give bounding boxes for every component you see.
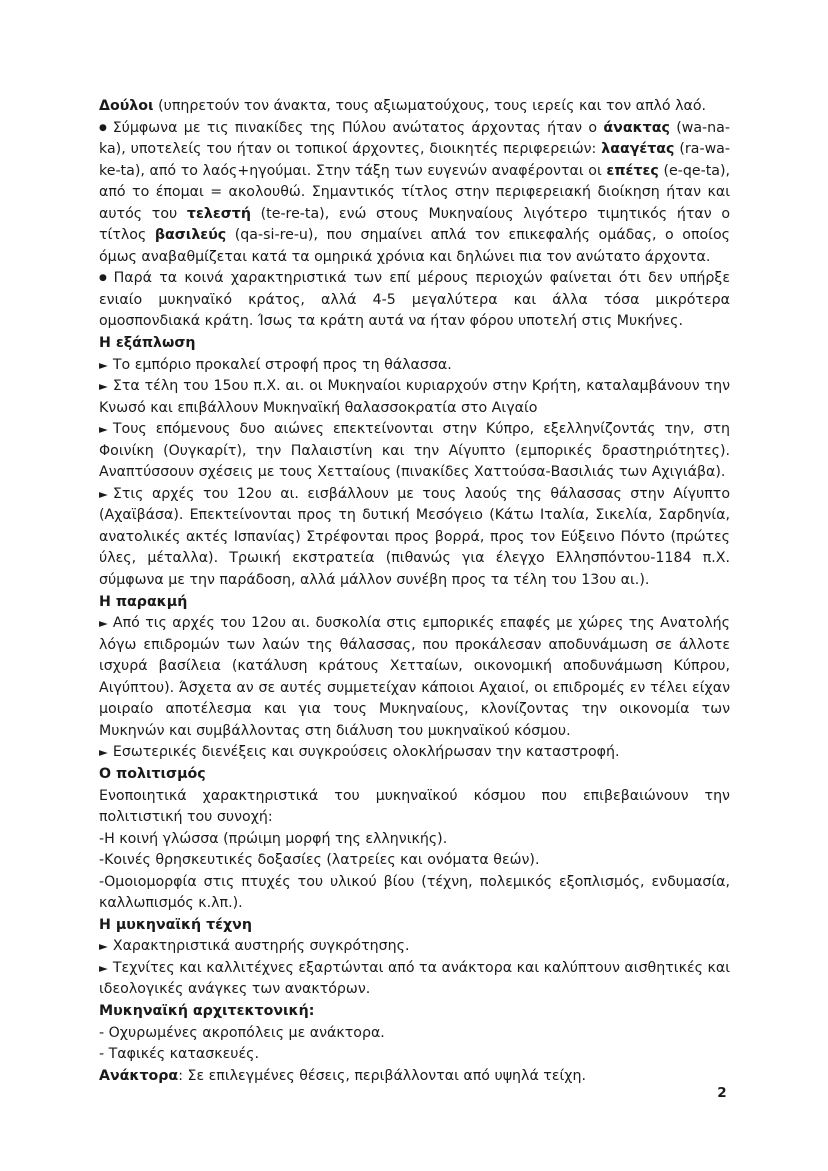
text-run: Τεχνίτες και καλλιτέχνες εξαρτώνται από τα ανάκτορα και καλύπτουν αισθητικές και ιδεολογικές ανάγκες των ανακτόρων.: [99, 959, 730, 998]
paragraph: [99, 936, 730, 958]
text-run: :: [308, 1002, 315, 1019]
text-run: - Οχυρωμένες ακροπόλεις με ανάκτορα.: [99, 1024, 385, 1041]
text-run: (ra-wa-ke-ta), από το λαός+ηγούμαι. Στην τάξη των ευγενών αναφέρονται οι: [99, 141, 730, 179]
text-run: -Ομοιομορφία στις πτυχές του υλικού βίου (τέχνη, πολεμικός εξοπλισμός, ενδυμασία, καλλωπισμός κ.λπ.).: [99, 873, 730, 912]
text-run: - Ταφικές κατασκευές.: [99, 1046, 260, 1063]
dot-bullet-icon: [99, 120, 113, 136]
triangle-bullet-icon: [99, 615, 113, 631]
text-run: Παρά τα κοινά χαρακτηριστικά των επί μέρους περιοχών φαίνεται ότι δεν υπήρξε ενιαίο μυκηναϊκό κράτος, αλλά 4-5 μεγαλύτερα και άλλα τόσα μικρότερα ομοσπονδιακά κράτη. Ίσως τα κράτη αυτά να ήταν φόρου υποτελή στις Μυκήνες.: [99, 270, 730, 330]
triangle-bullet-icon: [99, 378, 113, 394]
section-heading: [99, 592, 730, 614]
paragraph: [99, 96, 730, 118]
paragraph: [99, 786, 730, 829]
section-heading: [99, 764, 730, 786]
paragraph: [99, 1044, 730, 1066]
triangle-bullet-icon: [99, 744, 113, 760]
text-run: Σύμφωνα με τις πινακίδες της Πύλου ανώτατος άρχοντας ήταν ο: [112, 119, 604, 136]
triangle-bullet-icon: [99, 960, 113, 976]
text-run: Στα τέλη του 15ου π.Χ. αι. οι Μυκηναίοι κυριαρχούν στην Κρήτη, καταλαμβάνουν την Κνωσό και επιβάλλουν Μυκηναϊκή θαλασσοκρατία στο Αιγαίο: [99, 378, 730, 416]
bold-term: επέτες: [606, 162, 659, 179]
paragraph: [99, 872, 730, 915]
triangle-bullet-icon: [99, 938, 113, 954]
paragraph: [99, 829, 730, 851]
text-run: (wa-na-ka), υποτελείς του ήταν οι τοπικοί άρχοντες, διοικητές περιφερειών:: [99, 119, 730, 158]
text-run: Ενοποιητικά χαρακτηριστικά του μυκηναϊκού κόσμου που επιβεβαιώνουν την πολιτιστική του συνοχή:: [99, 787, 730, 826]
bold-term: τελεστή: [186, 205, 251, 222]
section-heading: [99, 1001, 730, 1023]
triangle-bullet-icon: [99, 421, 113, 437]
text-run: -Κοινές θρησκευτικές δοξασίες (λατρείες και ονόματα θεών).: [99, 852, 540, 869]
page-number: 2: [717, 1085, 727, 1101]
paragraph: [99, 484, 730, 592]
text-run: (e-qe-ta), από το έπομαι = ακολουθώ. Σημαντικός τίτλος στην περιφερειακή διοίκηση ήταν και αυτός του: [99, 162, 730, 222]
triangle-bullet-icon: [99, 486, 113, 502]
paragraph: [99, 613, 730, 742]
paragraph: [99, 419, 730, 484]
paragraph: [99, 1066, 730, 1088]
text-run: : Σε επιλεγμένες θέσεις, περιβάλλονται από υψηλά τείχη.: [178, 1067, 587, 1084]
text-run: Χαρακτηριστικά αυστηρής συγκρότησης.: [112, 938, 410, 955]
text-run: Τους επόμενους δυο αιώνες επεκτείνονται στην Κύπρο, εξελληνίζοντάς την, στη Φοινίκη (Ουγκαρίτ), την Παλαιστίνη και την Αίγυπτο (εμπορικές δραστηριότητες). Αναπτύσσουν σχέσεις με τους Χετταίους (πινακίδες Χαττούσα-Βασιλιάς των Αχιγιάβα).: [99, 421, 730, 481]
text-run: (qa-si-re-u), που σημαίνει απλά τον επικεφαλής ομάδας, ο οποίος όμως αναβαθμίζεται κατά τα ομηρικά χρόνια και δηλώνει πια τον ανώτατο άρχοντα.: [99, 227, 730, 265]
bold-term: βασιλεύς: [154, 227, 227, 244]
bold-term: λααγέτας: [601, 141, 675, 158]
paragraph: [99, 355, 730, 377]
bold-term: άνακτας: [603, 119, 670, 136]
bold-term: Η μυκηναϊκή τέχνη: [99, 916, 252, 933]
dot-bullet-icon: [99, 270, 114, 286]
bold-term: Ανάκτορα: [99, 1067, 179, 1084]
paragraph: [99, 376, 730, 419]
paragraph: [99, 958, 730, 1001]
bold-term: Η παρακμή: [99, 593, 188, 610]
text-run: Το εμπόριο προκαλεί στροφή προς τη θάλασσα.: [112, 356, 452, 373]
text-run: Από τις αρχές του 12ου αι. δυσκολία στις εμπορικές επαφές με χώρες της Ανατολής λόγω επιδρομών των λαών της θάλασσας, που προκάλεσαν αποδυνάμωση σε άλλοτε ισχυρά βασίλεια (κατάλυση κράτους Χετταίων, οικονομική αποδυνάμωση Κύπρου, Αιγύπτου). Άσχετα αν σε αυτές συμμετείχαν κάποιοι Αχαιοί, οι επιδρομές εν τέλει είχαν μοιραίο αποτέλεσμα και για τους Μυκηναίους, κλονίζοντας την οικονομία των Μυκηνών και συμβάλλοντας στη διάλυση του μυκηναϊκού κόσμου.: [99, 615, 730, 739]
triangle-bullet-icon: [99, 357, 113, 373]
paragraph: [99, 850, 730, 872]
text-run: (te-re-ta), ενώ στους Μυκηναίους λιγότερο τιμητικός ήταν ο τίτλος: [99, 205, 731, 244]
paragraph: [99, 268, 730, 333]
text-run: Εσωτερικές διενέξεις και συγκρούσεις ολοκλήρωσαν την καταστροφή.: [112, 744, 620, 761]
section-heading: [99, 915, 730, 937]
bold-term: Ο πολιτισμός: [99, 765, 206, 782]
text-run: -Η κοινή γλώσσα (πρώιμη μορφή της ελληνικής).: [99, 830, 448, 847]
document-text-body: [99, 96, 730, 1087]
paragraph: [99, 742, 730, 764]
paragraph: [99, 118, 730, 269]
text-run: Στις αρχές του 12ου αι. εισβάλλουν με τους λαούς της θάλασσας στην Αίγυπτο (Αχαϊβάσα). Επεκτείνονται προς τη δυτική Μεσόγειο (Κάτω Ιταλία, Σικελία, Σαρδηνία, ανατολικές ακτές Ισπανίας) Στρέφονται προς βορρά, προς τον Εύξεινο Πόντο (πρώτες ύλες, μέταλλα). Τρωική εκστρατεία (πιθανώς για έλεγχο Ελλησπόντου-1184 π.Χ. σύμφωνα με την παράδοση, αλλά μάλλον συνέβη προς τα τέλη του 13ου αι.).: [99, 485, 730, 589]
section-heading: [99, 333, 730, 355]
bold-term: Μυκηναϊκή αρχιτεκτονική: [99, 1002, 309, 1019]
bold-term: Δούλοι: [99, 98, 154, 114]
paragraph: [99, 1023, 730, 1045]
text-run: (υπηρετούν τον άνακτα, τους αξιωματούχους, τους ιερείς και τον απλό λαό.: [153, 98, 707, 114]
bold-term: Η εξάπλωση: [99, 335, 196, 352]
